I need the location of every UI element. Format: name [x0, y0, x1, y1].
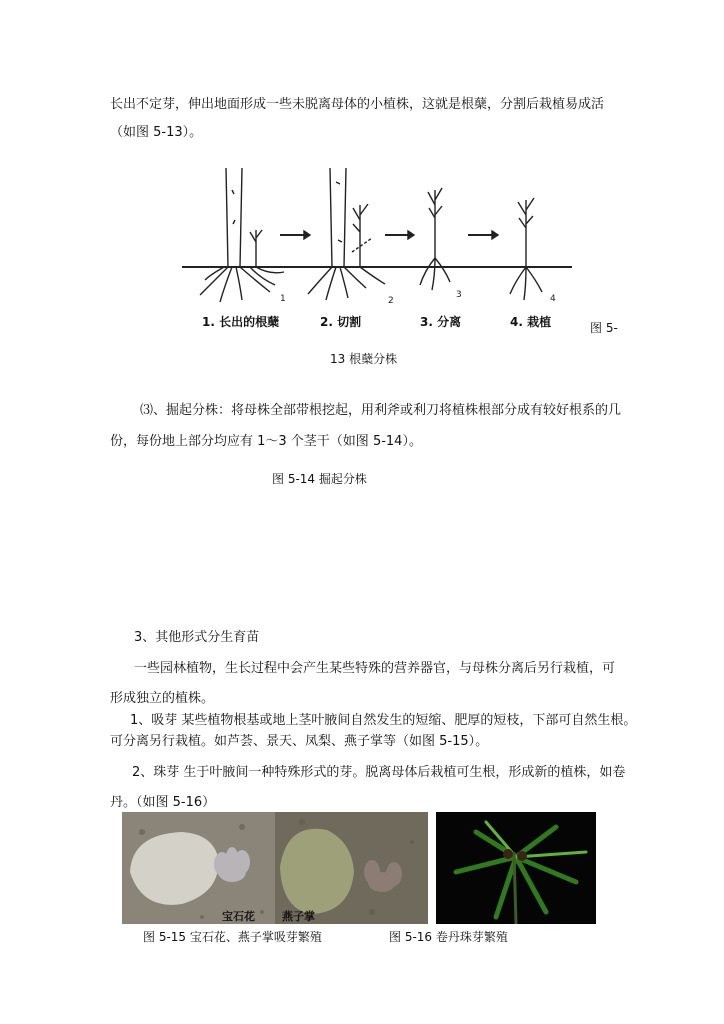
paragraph-1-line-1: 长出不定芽，伸出地面形成一些未脱离母体的小植株，这就是根蘖，分割后栽植易成活 — [110, 97, 605, 112]
section-3-line-2: 形成独立的植株。 — [110, 691, 215, 706]
diagram-step-label-3: 3. 分离 — [420, 315, 462, 329]
section-3-heading: 3、其他形式分生育苗 — [134, 630, 260, 645]
figure-5-16-caption: 图 5-16 卷丹珠芽繁殖 — [389, 930, 508, 944]
diagram-step-number-3: 3 — [456, 290, 462, 300]
item-1-line-2: 可分离另行栽植。如芦荟、景天、凤梨、燕子掌等（如图 5-15）。 — [110, 734, 489, 749]
diagram-step-number-4: 4 — [550, 294, 556, 304]
photo-label-crassula: 燕子掌 — [282, 910, 315, 923]
figure-5-14-caption: 图 5-14 掘起分株 — [272, 472, 367, 486]
echeveria-crassula-offset-photo — [122, 812, 428, 924]
diagram-step-number-2: 2 — [388, 296, 394, 306]
paragraph-3-line-1: ⑶、掘起分株：将母株全部带根挖起，用利斧或利刀将植株根部分成有较好根系的几 — [140, 403, 622, 418]
item-2-line-2: 丹。（如图 5-16） — [110, 795, 216, 810]
section-3-line-1: 一些园林植物，生长过程中会产生某些特殊的营养器官，与母株分离后另行栽植，可 — [134, 661, 616, 676]
diagram-step-number-1: 1 — [280, 294, 286, 304]
figure-5-13-caption-part-1: 图 5- — [590, 321, 618, 335]
diagram-step-label-2: 2. 切割 — [320, 315, 362, 329]
paragraph-1-line-2: （如图 5-13）。 — [110, 125, 203, 140]
item-2-line-1: 2、珠芽 生于叶腋间一种特殊形式的芽。脱离母体后栽植可生根，形成新的植株，如卷 — [132, 765, 626, 780]
lily-bulbil-photo — [436, 812, 596, 924]
paragraph-3-line-2: 份，每份地上部分均应有 1～3 个茎干（如图 5-14）。 — [110, 434, 422, 449]
diagram-step-label-1: 1. 长出的根蘖 — [202, 315, 280, 329]
item-1-line-1: 1、吸芽 某些植物根基或地上茎叶腋间自然发生的短缩、肥厚的短枝，下部可自然生根。 — [130, 713, 637, 728]
root-sucker-division-diagram — [180, 160, 580, 335]
figure-5-15-caption: 图 5-15 宝石花、燕子掌吸芽繁殖 — [143, 930, 322, 944]
diagram-step-label-4: 4. 栽植 — [510, 315, 552, 329]
photo-label-echeveria: 宝石花 — [222, 910, 255, 923]
figure-5-13-caption-part-2: 13 根蘖分株 — [330, 352, 398, 366]
